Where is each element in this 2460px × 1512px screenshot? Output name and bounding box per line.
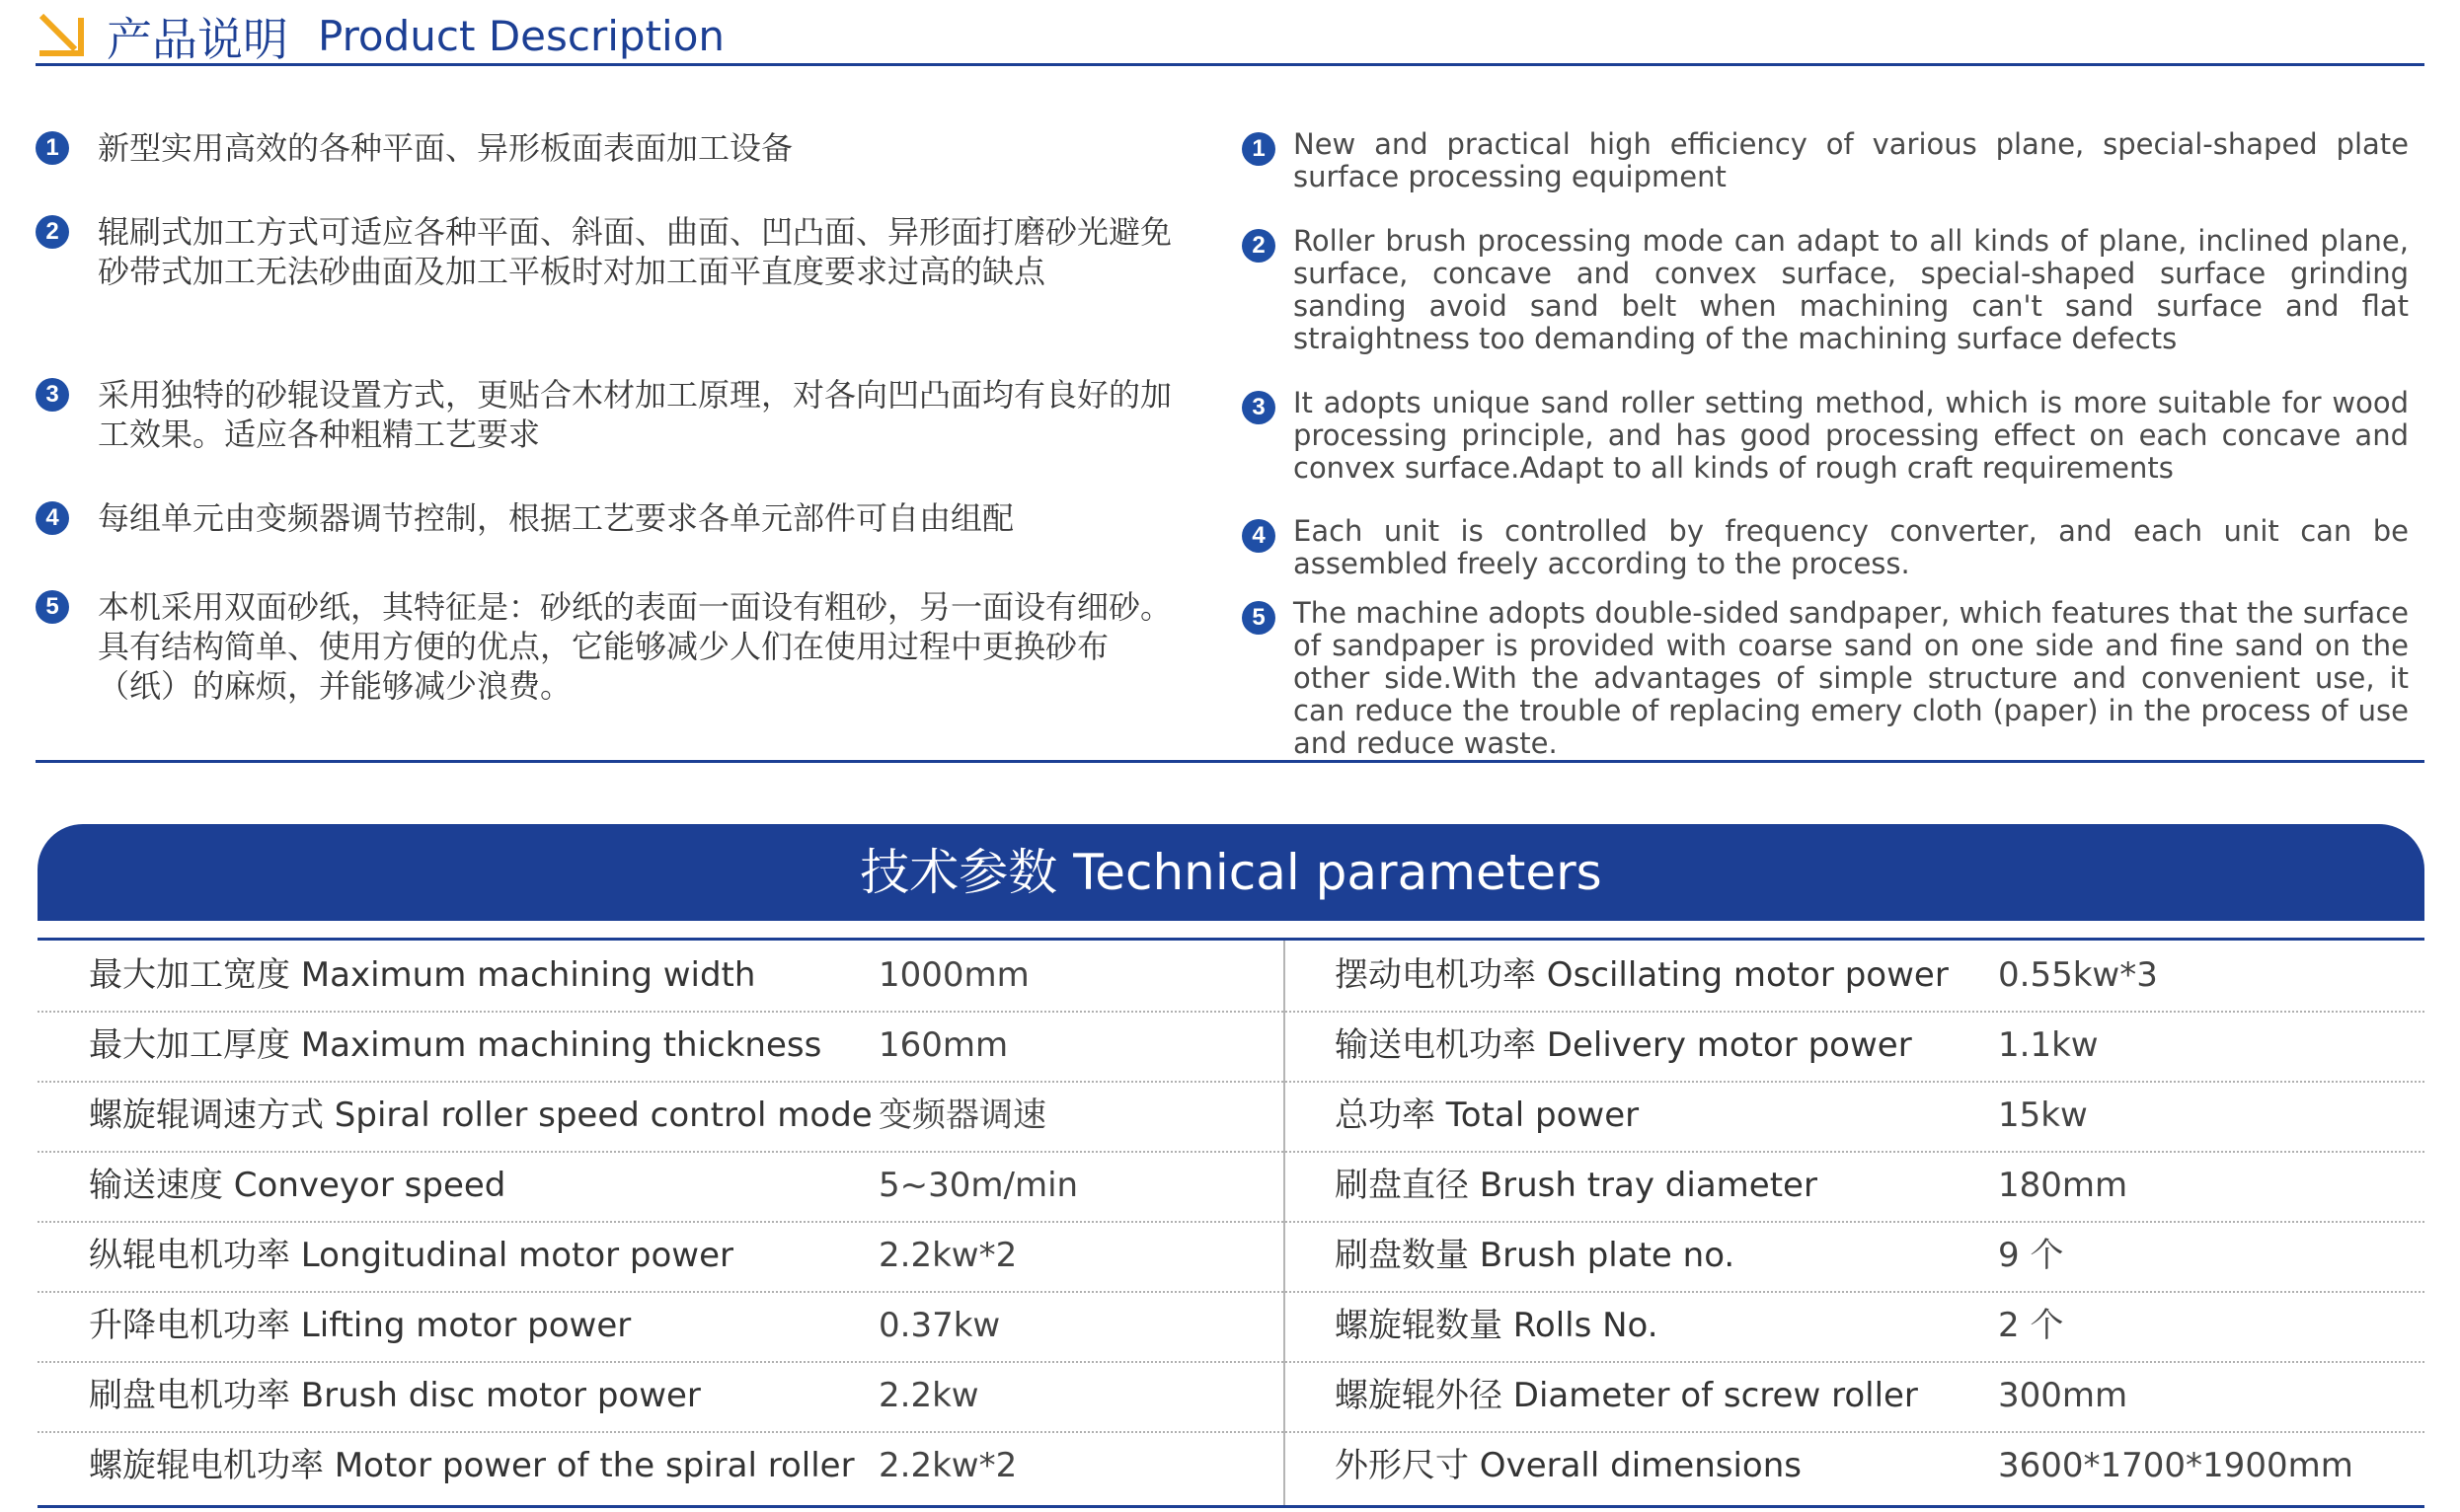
param-value: 2.2kw*2 (879, 1236, 1018, 1275)
list-text-cn: 每组单元由变频器调节控制，根据工艺要求各单元部件可自由组配 (98, 499, 1015, 537)
param-value: 变频器调速 (879, 1096, 1046, 1135)
param-label: 螺旋辊电机功率 Motor power of the spiral roller (89, 1446, 855, 1485)
number-badge: 3 (36, 378, 69, 412)
param-value: 2 个 (1998, 1306, 2064, 1345)
table-row (38, 1221, 2424, 1293)
param-value: 15kw (1998, 1096, 2088, 1135)
section-divider (36, 760, 2424, 763)
number-badge: 5 (1242, 601, 1275, 635)
number-badge: 1 (1242, 132, 1275, 166)
param-label: 螺旋辊调速方式 Spiral roller speed control mode (89, 1096, 873, 1135)
list-text-cn: 辊刷式加工方式可适应各种平面、斜面、曲面、凹凸面、异形面打磨砂光避免砂带式加工无法砂曲面及加工平板时对加工面平直度要求过高的缺点 (98, 213, 1173, 290)
param-label: 总功率 Total power (1335, 1096, 1640, 1135)
list-text-cn: 采用独特的砂辊设置方式，更贴合木材加工原理，对各向凹凸面均有良好的加工效果。适应各种粗精工艺要求 (98, 376, 1173, 453)
table-column-divider (1283, 941, 1285, 1507)
param-label: 输送速度 Conveyor speed (89, 1166, 506, 1205)
page-title-cn: 产品说明 (107, 13, 288, 66)
table-bottom-border (38, 1505, 2424, 1508)
list-text-en: It adopts unique sand roller setting method, which is more suitable for wood processing principle, and has good processing effect on each concave and convex surface.Adapt to all kinds of rough craft requirements (1293, 386, 2409, 485)
param-label: 刷盘直径 Brush tray diameter (1335, 1166, 1817, 1205)
tech-params-banner (38, 824, 2424, 921)
param-label: 螺旋辊数量 Rolls No. (1335, 1306, 1658, 1345)
param-value: 0.55kw*3 (1998, 955, 2158, 995)
param-label: 刷盘电机功率 Brush disc motor power (89, 1376, 701, 1415)
number-badge: 5 (36, 590, 69, 624)
param-label: 螺旋辊外径 Diameter of screw roller (1335, 1376, 1918, 1415)
param-label: 外形尺寸 Overall dimensions (1335, 1446, 1802, 1485)
param-value: 5~30m/min (879, 1166, 1079, 1205)
param-value: 300mm (1998, 1376, 2128, 1415)
param-value: 2.2kw*2 (879, 1446, 1018, 1485)
param-label: 输送电机功率 Delivery motor power (1335, 1025, 1912, 1065)
number-badge: 2 (1242, 229, 1275, 263)
param-value: 0.37kw (879, 1306, 1001, 1345)
section-header (36, 0, 2424, 66)
param-value: 160mm (879, 1025, 1009, 1065)
list-text-cn: 本机采用双面砂纸，其特征是：砂纸的表面一面设有粗砂，另一面设有细砂。具有结构简单、使用方便的优点，它能够减少人们在使用过程中更换砂布（纸）的麻烦，并能够减少浪费。 (98, 588, 1173, 705)
number-badge: 1 (36, 131, 69, 165)
table-row (38, 1431, 2424, 1501)
param-value: 2.2kw (879, 1376, 979, 1415)
param-label: 刷盘数量 Brush plate no. (1335, 1236, 1735, 1275)
param-label: 摆动电机功率 Oscillating motor power (1335, 955, 1949, 995)
number-badge: 4 (1242, 519, 1275, 553)
table-row (38, 1011, 2424, 1083)
table-row (38, 1081, 2424, 1153)
param-label: 最大加工宽度 Maximum machining width (89, 955, 756, 995)
list-text-cn: 新型实用高效的各种平面、异形板面表面加工设备 (98, 129, 794, 167)
corner-arrow-icon (36, 12, 85, 57)
tech-params-title: 技术参数 Technical parameters (860, 844, 1602, 901)
param-label: 最大加工厚度 Maximum machining thickness (89, 1025, 822, 1065)
param-value: 1000mm (879, 955, 1030, 995)
table-row (38, 941, 2424, 1013)
param-label: 升降电机功率 Lifting motor power (89, 1306, 632, 1345)
param-value: 3600*1700*1900mm (1998, 1446, 2353, 1485)
list-text-en: Each unit is controlled by frequency converter, and each unit can be assembled freely according to the process. (1293, 514, 2409, 580)
param-value: 9 个 (1998, 1236, 2064, 1275)
list-text-en: Roller brush processing mode can adapt to all kinds of plane, inclined plane, surface, concave and convex surface, special-shaped surface grinding sanding avoid sand belt when machining can't sand surface and flat straightness too demanding of the machining surface defects (1293, 224, 2409, 355)
table-row (38, 1151, 2424, 1223)
param-value: 1.1kw (1998, 1025, 2099, 1065)
list-text-en: New and practical high efficiency of various plane, special-shaped plate surface processing equipment (1293, 127, 2409, 193)
param-label: 纵辊电机功率 Longitudinal motor power (89, 1236, 734, 1275)
table-row (38, 1291, 2424, 1363)
table-row (38, 1361, 2424, 1433)
number-badge: 3 (1242, 391, 1275, 424)
number-badge: 2 (36, 215, 69, 249)
list-text-en: The machine adopts double-sided sandpaper, which features that the surface of sandpaper is provided with coarse sand on one side and fine sand on the other side.With the advantages of simple structure and convenient use, it can reduce the trouble of replacing emery cloth (paper) in the process of use and reduce waste. (1293, 596, 2409, 760)
number-badge: 4 (36, 501, 69, 535)
param-value: 180mm (1998, 1166, 2128, 1205)
page-title-en: Product Description (318, 12, 726, 60)
